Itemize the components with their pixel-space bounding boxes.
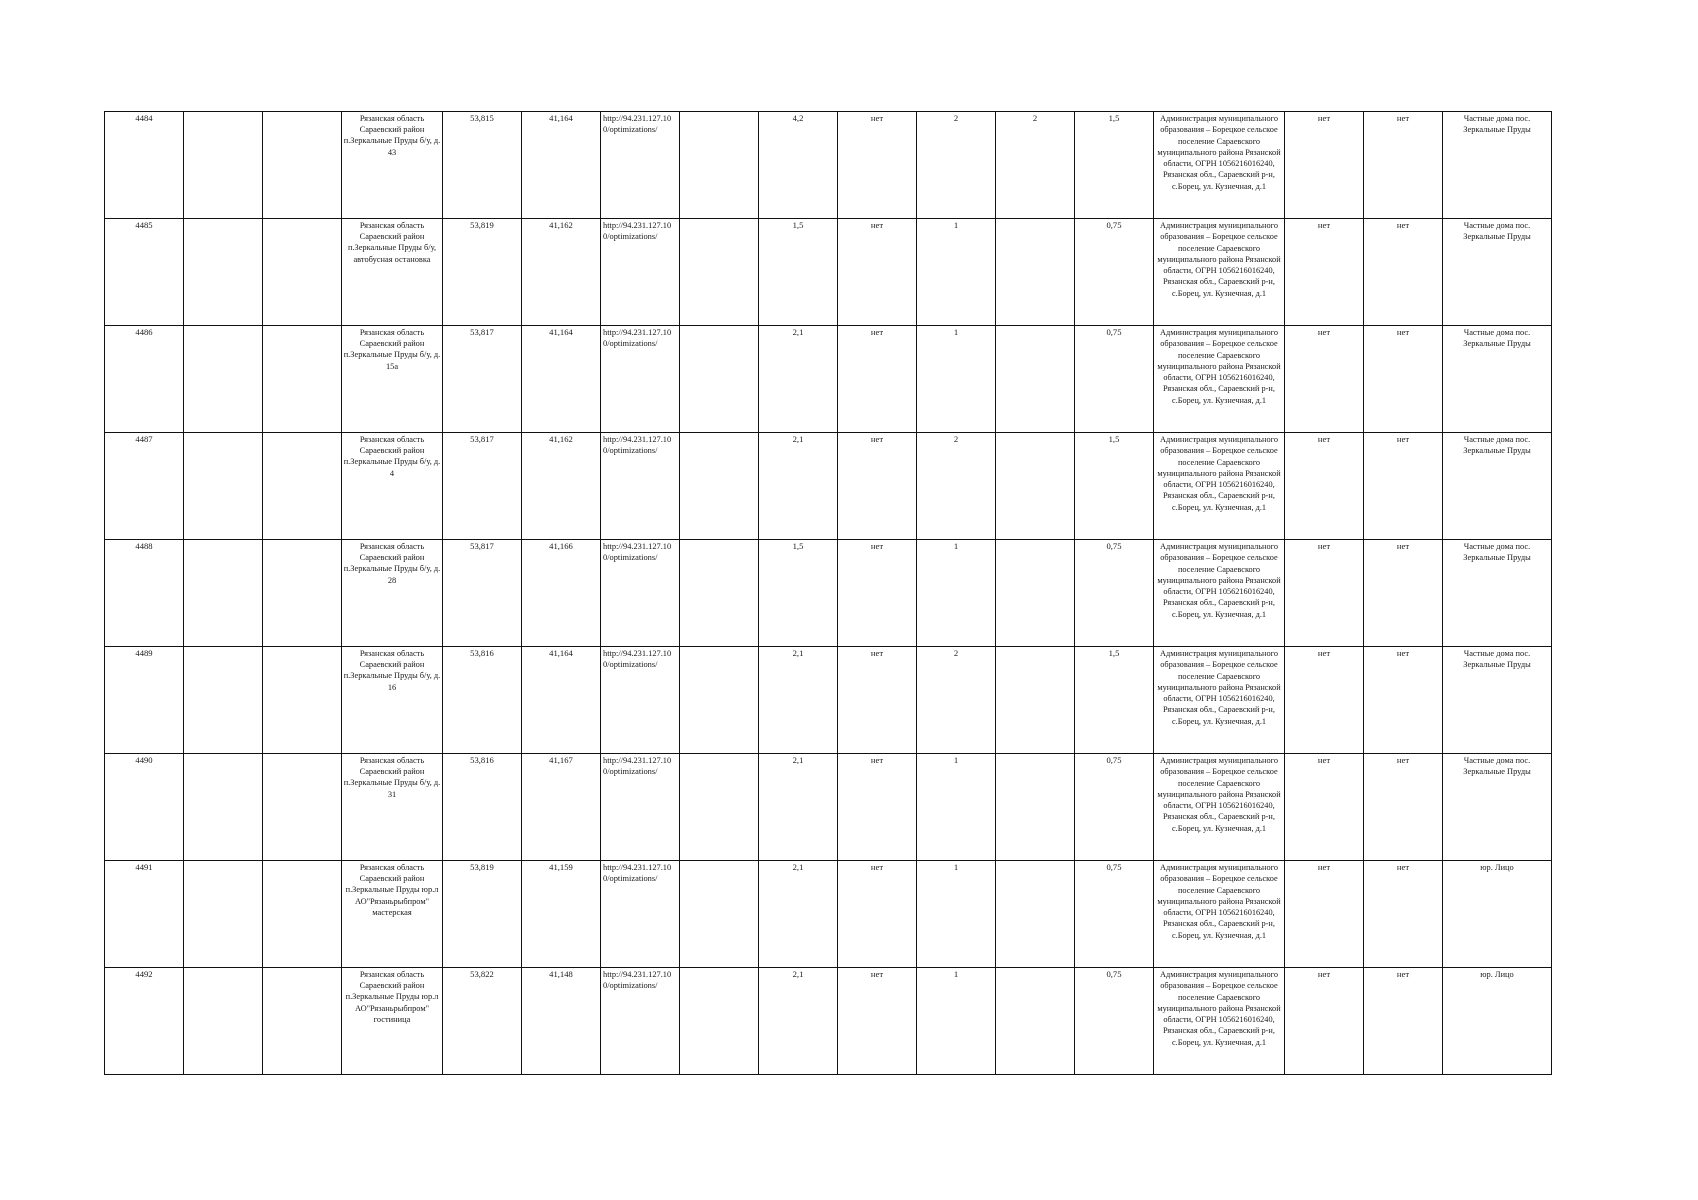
- longitude-cell: 41,164: [522, 647, 601, 754]
- url-cell: http://94.231.127.10 0/optimizations/: [601, 540, 680, 647]
- volume-cell: 0,75: [1075, 219, 1154, 326]
- empty-cell: [184, 326, 263, 433]
- volume-cell: 0,75: [1075, 968, 1154, 1075]
- empty-cell: [263, 326, 342, 433]
- longitude-cell: 41,164: [522, 112, 601, 219]
- address-cell: Рязанская область Сараевский район п.Зеркальные Пруды б/у, д. 28: [342, 540, 443, 647]
- flag-cell: нет: [1364, 754, 1443, 861]
- flag-cell: нет: [1364, 647, 1443, 754]
- empty-cell: [680, 219, 759, 326]
- administration-cell: Администрация муниципального образования – Борецкое сельское поселение Сараевского муниципального района Рязанской области, ОГРН 1056216016240, Рязанская обл., Сараевский р-н, с.Борец, ул. Кузнечная, д.1: [1154, 861, 1285, 968]
- flag-cell: нет: [1364, 433, 1443, 540]
- empty-cell: [680, 433, 759, 540]
- empty-cell: [680, 861, 759, 968]
- bins-count-cell: 2: [917, 112, 996, 219]
- url-cell: http://94.231.127.10 0/optimizations/: [601, 754, 680, 861]
- flag-cell: нет: [1364, 219, 1443, 326]
- latitude-cell: 53,817: [443, 433, 522, 540]
- id-cell: 4492: [105, 968, 184, 1075]
- longitude-cell: 41,159: [522, 861, 601, 968]
- bins-extra-cell: [996, 326, 1075, 433]
- empty-cell: [184, 540, 263, 647]
- longitude-cell: 41,162: [522, 433, 601, 540]
- flag-cell: нет: [1285, 540, 1364, 647]
- empty-cell: [263, 219, 342, 326]
- address-cell: Рязанская область Сараевский район п.Зеркальные Пруды юр.л АО"Рязаньрыбпром" гостиница: [342, 968, 443, 1075]
- area-cell: 1,5: [759, 219, 838, 326]
- bins-count-cell: 1: [917, 326, 996, 433]
- id-cell: 4485: [105, 219, 184, 326]
- bins-count-cell: 1: [917, 754, 996, 861]
- empty-cell: [184, 112, 263, 219]
- bins-extra-cell: [996, 754, 1075, 861]
- table-row: [105, 861, 1552, 968]
- area-cell: 4,2: [759, 112, 838, 219]
- id-cell: 4489: [105, 647, 184, 754]
- cover-cell: нет: [838, 112, 917, 219]
- bins-extra-cell: [996, 540, 1075, 647]
- id-cell: 4488: [105, 540, 184, 647]
- empty-cell: [263, 647, 342, 754]
- cover-cell: нет: [838, 326, 917, 433]
- registry-table: [104, 111, 1552, 1075]
- volume-cell: 1,5: [1075, 112, 1154, 219]
- owner-cell: Частные дома пос. Зеркальные Пруды: [1443, 326, 1552, 433]
- bins-extra-cell: [996, 968, 1075, 1075]
- volume-cell: 1,5: [1075, 647, 1154, 754]
- bins-extra-cell: [996, 861, 1075, 968]
- bins-count-cell: 1: [917, 540, 996, 647]
- area-cell: 1,5: [759, 540, 838, 647]
- longitude-cell: 41,164: [522, 326, 601, 433]
- volume-cell: 0,75: [1075, 326, 1154, 433]
- table-row: [105, 968, 1552, 1075]
- empty-cell: [184, 433, 263, 540]
- latitude-cell: 53,819: [443, 861, 522, 968]
- table-row: [105, 112, 1552, 219]
- table-row: [105, 540, 1552, 647]
- id-cell: 4484: [105, 112, 184, 219]
- url-cell: http://94.231.127.10 0/optimizations/: [601, 861, 680, 968]
- id-cell: 4490: [105, 754, 184, 861]
- address-cell: Рязанская область Сараевский район п.Зеркальные Пруды б/у, д. 43: [342, 112, 443, 219]
- administration-cell: Администрация муниципального образования – Борецкое сельское поселение Сараевского муниципального района Рязанской области, ОГРН 1056216016240, Рязанская обл., Сараевский р-н, с.Борец, ул. Кузнечная, д.1: [1154, 219, 1285, 326]
- empty-cell: [680, 647, 759, 754]
- latitude-cell: 53,815: [443, 112, 522, 219]
- flag-cell: нет: [1364, 861, 1443, 968]
- flag-cell: нет: [1285, 647, 1364, 754]
- bins-extra-cell: [996, 219, 1075, 326]
- administration-cell: Администрация муниципального образования – Борецкое сельское поселение Сараевского муниципального района Рязанской области, ОГРН 1056216016240, Рязанская обл., Сараевский р-н, с.Борец, ул. Кузнечная, д.1: [1154, 112, 1285, 219]
- empty-cell: [184, 219, 263, 326]
- bins-count-cell: 1: [917, 861, 996, 968]
- area-cell: 2,1: [759, 647, 838, 754]
- table-body: [105, 112, 1552, 1075]
- owner-cell: Частные дома пос. Зеркальные Пруды: [1443, 112, 1552, 219]
- flag-cell: нет: [1285, 219, 1364, 326]
- empty-cell: [184, 754, 263, 861]
- volume-cell: 1,5: [1075, 433, 1154, 540]
- empty-cell: [263, 754, 342, 861]
- empty-cell: [184, 968, 263, 1075]
- url-cell: http://94.231.127.10 0/optimizations/: [601, 326, 680, 433]
- flag-cell: нет: [1364, 540, 1443, 647]
- address-cell: Рязанская область Сараевский район п.Зеркальные Пруды б/у, д. 15а: [342, 326, 443, 433]
- bins-count-cell: 2: [917, 647, 996, 754]
- longitude-cell: 41,167: [522, 754, 601, 861]
- area-cell: 2,1: [759, 433, 838, 540]
- owner-cell: Частные дома пос. Зеркальные Пруды: [1443, 219, 1552, 326]
- url-cell: http://94.231.127.10 0/optimizations/: [601, 112, 680, 219]
- volume-cell: 0,75: [1075, 540, 1154, 647]
- empty-cell: [680, 112, 759, 219]
- address-cell: Рязанская область Сараевский район п.Зеркальные Пруды б/у, автобусная остановка: [342, 219, 443, 326]
- administration-cell: Администрация муниципального образования – Борецкое сельское поселение Сараевского муниципального района Рязанской области, ОГРН 1056216016240, Рязанская обл., Сараевский р-н, с.Борец, ул. Кузнечная, д.1: [1154, 754, 1285, 861]
- flag-cell: нет: [1285, 754, 1364, 861]
- bins-extra-cell: 2: [996, 112, 1075, 219]
- id-cell: 4487: [105, 433, 184, 540]
- latitude-cell: 53,817: [443, 326, 522, 433]
- flag-cell: нет: [1285, 433, 1364, 540]
- id-cell: 4486: [105, 326, 184, 433]
- administration-cell: Администрация муниципального образования – Борецкое сельское поселение Сараевского муниципального района Рязанской области, ОГРН 1056216016240, Рязанская обл., Сараевский р-н, с.Борец, ул. Кузнечная, д.1: [1154, 968, 1285, 1075]
- owner-cell: Частные дома пос. Зеркальные Пруды: [1443, 433, 1552, 540]
- bins-extra-cell: [996, 433, 1075, 540]
- table-row: [105, 754, 1552, 861]
- table-row: [105, 433, 1552, 540]
- url-cell: http://94.231.127.10 0/optimizations/: [601, 647, 680, 754]
- flag-cell: нет: [1364, 112, 1443, 219]
- volume-cell: 0,75: [1075, 861, 1154, 968]
- latitude-cell: 53,819: [443, 219, 522, 326]
- area-cell: 2,1: [759, 968, 838, 1075]
- longitude-cell: 41,166: [522, 540, 601, 647]
- administration-cell: Администрация муниципального образования – Борецкое сельское поселение Сараевского муниципального района Рязанской области, ОГРН 1056216016240, Рязанская обл., Сараевский р-н, с.Борец, ул. Кузнечная, д.1: [1154, 647, 1285, 754]
- url-cell: http://94.231.127.10 0/optimizations/: [601, 219, 680, 326]
- empty-cell: [263, 968, 342, 1075]
- bins-count-cell: 1: [917, 219, 996, 326]
- empty-cell: [184, 647, 263, 754]
- address-cell: Рязанская область Сараевский район п.Зеркальные Пруды б/у, д. 4: [342, 433, 443, 540]
- address-cell: Рязанская область Сараевский район п.Зеркальные Пруды б/у, д. 31: [342, 754, 443, 861]
- empty-cell: [680, 540, 759, 647]
- bins-count-cell: 2: [917, 433, 996, 540]
- cover-cell: нет: [838, 754, 917, 861]
- owner-cell: Частные дома пос. Зеркальные Пруды: [1443, 754, 1552, 861]
- address-cell: Рязанская область Сараевский район п.Зеркальные Пруды б/у, д. 16: [342, 647, 443, 754]
- owner-cell: юр. Лицо: [1443, 968, 1552, 1075]
- empty-cell: [263, 433, 342, 540]
- cover-cell: нет: [838, 219, 917, 326]
- longitude-cell: 41,162: [522, 219, 601, 326]
- flag-cell: нет: [1285, 326, 1364, 433]
- longitude-cell: 41,148: [522, 968, 601, 1075]
- cover-cell: нет: [838, 433, 917, 540]
- url-cell: http://94.231.127.10 0/optimizations/: [601, 968, 680, 1075]
- owner-cell: Частные дома пос. Зеркальные Пруды: [1443, 540, 1552, 647]
- area-cell: 2,1: [759, 326, 838, 433]
- flag-cell: нет: [1285, 861, 1364, 968]
- area-cell: 2,1: [759, 861, 838, 968]
- latitude-cell: 53,822: [443, 968, 522, 1075]
- empty-cell: [263, 112, 342, 219]
- empty-cell: [680, 326, 759, 433]
- flag-cell: нет: [1285, 112, 1364, 219]
- owner-cell: Частные дома пос. Зеркальные Пруды: [1443, 647, 1552, 754]
- flag-cell: нет: [1285, 968, 1364, 1075]
- empty-cell: [680, 968, 759, 1075]
- administration-cell: Администрация муниципального образования – Борецкое сельское поселение Сараевского муниципального района Рязанской области, ОГРН 1056216016240, Рязанская обл., Сараевский р-н, с.Борец, ул. Кузнечная, д.1: [1154, 326, 1285, 433]
- table-row: [105, 647, 1552, 754]
- table-row: [105, 219, 1552, 326]
- volume-cell: 0,75: [1075, 754, 1154, 861]
- cover-cell: нет: [838, 647, 917, 754]
- cover-cell: нет: [838, 540, 917, 647]
- empty-cell: [184, 861, 263, 968]
- latitude-cell: 53,816: [443, 754, 522, 861]
- id-cell: 4491: [105, 861, 184, 968]
- bins-extra-cell: [996, 647, 1075, 754]
- bins-count-cell: 1: [917, 968, 996, 1075]
- latitude-cell: 53,817: [443, 540, 522, 647]
- administration-cell: Администрация муниципального образования – Борецкое сельское поселение Сараевского муниципального района Рязанской области, ОГРН 1056216016240, Рязанская обл., Сараевский р-н, с.Борец, ул. Кузнечная, д.1: [1154, 433, 1285, 540]
- empty-cell: [680, 754, 759, 861]
- empty-cell: [263, 861, 342, 968]
- owner-cell: юр. Лицо: [1443, 861, 1552, 968]
- flag-cell: нет: [1364, 968, 1443, 1075]
- address-cell: Рязанская область Сараевский район п.Зеркальные Пруды юр.л АО"Рязаньрыбпром" мастерская: [342, 861, 443, 968]
- url-cell: http://94.231.127.10 0/optimizations/: [601, 433, 680, 540]
- administration-cell: Администрация муниципального образования – Борецкое сельское поселение Сараевского муниципального района Рязанской области, ОГРН 1056216016240, Рязанская обл., Сараевский р-н, с.Борец, ул. Кузнечная, д.1: [1154, 540, 1285, 647]
- area-cell: 2,1: [759, 754, 838, 861]
- latitude-cell: 53,816: [443, 647, 522, 754]
- empty-cell: [263, 540, 342, 647]
- table-row: [105, 326, 1552, 433]
- cover-cell: нет: [838, 968, 917, 1075]
- flag-cell: нет: [1364, 326, 1443, 433]
- cover-cell: нет: [838, 861, 917, 968]
